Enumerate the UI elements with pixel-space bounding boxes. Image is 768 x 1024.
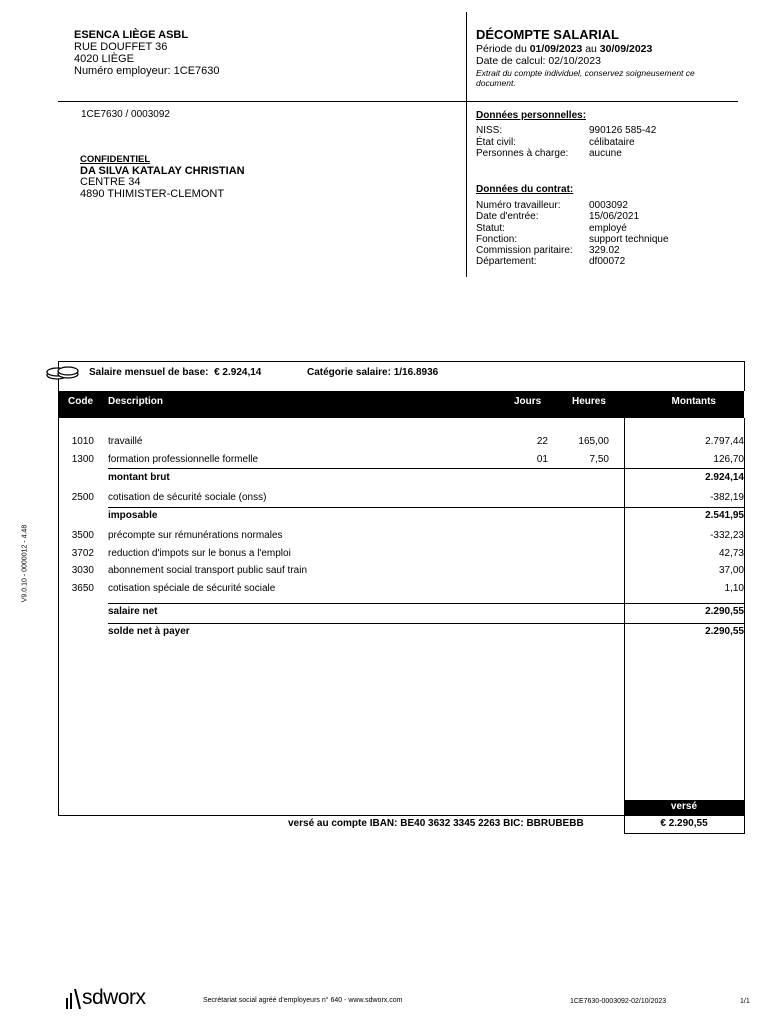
row-separator — [108, 468, 744, 469]
contract-heading: Données du contrat: — [476, 184, 574, 195]
decompte-note-1: Extrait du compte individuel, conservez soigneusement ce — [476, 68, 695, 78]
contract-value: employé — [589, 222, 627, 234]
table-row — [58, 565, 744, 581]
row-separator — [108, 603, 744, 604]
row-description: imposable — [108, 510, 158, 521]
confidential-label: CONFIDENTIEL — [80, 154, 151, 165]
row-code: 3702 — [71, 548, 94, 559]
table-row — [58, 548, 744, 564]
employer-street: RUE DOUFFET 36 — [74, 41, 168, 53]
row-code: 3500 — [71, 530, 94, 541]
contract-label: Statut: — [476, 222, 505, 234]
iban-account: versé au compte IBAN: BE40 3632 3345 2263 BIC: BBRUBEBB — [288, 818, 584, 829]
verse-amount: € 2.290,55 — [660, 818, 708, 829]
contract-value: 15/06/2021 — [589, 211, 640, 223]
salary-category: Catégorie salaire: 1/16.8936 — [307, 367, 439, 378]
recipient-street: CENTRE 34 — [80, 176, 141, 188]
recipient-name: DA SILVA KATALAY CHRISTIAN — [80, 164, 245, 177]
contract-label: Commission paritaire: — [476, 245, 573, 257]
row-amount: 1,10 — [724, 583, 744, 594]
personal-value: 990126 585-42 — [589, 125, 657, 136]
row-description: cotisation de sécurité sociale (onss) — [108, 492, 267, 503]
period-prefix: Période du — [476, 43, 530, 55]
row-heures: 165,00 — [578, 436, 609, 447]
row-amount: 37,00 — [718, 565, 744, 576]
row-description: cotisation spéciale de sécurité sociale — [108, 583, 276, 594]
row-description: montant brut — [108, 472, 170, 483]
row-amount: -332,23 — [710, 530, 744, 541]
contract-label: Fonction: — [476, 233, 518, 245]
personal-label: NISS: — [476, 125, 503, 136]
side-version-text: V9.0.10 - 0000012 - 4.48 — [21, 524, 29, 603]
row-amount: 2.541,95 — [705, 510, 744, 521]
decompte-block — [476, 27, 746, 88]
row-description: précompte sur rémunérations normales — [108, 530, 283, 541]
contract-label: Date d'entrée: — [476, 211, 539, 223]
recipient-block — [80, 154, 245, 200]
verse-label: versé — [624, 800, 744, 816]
personal-label: Personnes à charge: — [476, 148, 569, 159]
row-code: 1300 — [71, 454, 94, 465]
employer-block — [74, 29, 220, 77]
row-amount: 42,73 — [718, 548, 744, 559]
heures-tick — [624, 418, 625, 434]
row-separator — [108, 507, 744, 508]
decompte-title: DÉCOMPTE SALARIAL — [476, 27, 619, 42]
row-heures: 7,50 — [589, 454, 609, 465]
row-jours: 22 — [536, 436, 548, 447]
table-row — [58, 530, 744, 546]
base-salary — [89, 367, 261, 378]
sdworx-logo-text: sdworx — [82, 986, 146, 1009]
contract-value: df00072 — [589, 256, 626, 268]
row-description: salaire net — [108, 606, 158, 617]
contract-label: Numéro travailleur: — [476, 200, 561, 211]
header-code: Code — [68, 396, 93, 407]
row-amount: 126,70 — [713, 454, 744, 465]
row-description: abonnement social transport public sauf train — [108, 565, 308, 576]
coins-icon — [44, 362, 82, 385]
decompte-calc-date: Date de calcul: 02/10/2023 — [476, 55, 601, 67]
table-header — [58, 391, 744, 418]
row-code: 3650 — [71, 583, 94, 594]
personal-value: aucune — [589, 148, 622, 159]
period-end: 30/09/2023 — [599, 43, 653, 55]
row-description: reduction d'impots sur le bonus a l'emploi — [108, 548, 291, 559]
header-heures: Heures — [572, 396, 606, 407]
header-divider-vertical — [466, 12, 467, 277]
recipient-city: 4890 THIMISTER-CLEMONT — [80, 187, 225, 200]
table-row — [58, 583, 744, 599]
row-code: 3030 — [71, 565, 94, 576]
row-jours: 01 — [536, 454, 548, 465]
sdworx-logo-mark — [64, 985, 82, 1011]
contract-label: Département: — [476, 256, 537, 268]
table-row — [58, 492, 744, 508]
footer-page: 1/1 — [740, 998, 750, 1005]
row-amount: 2.290,55 — [705, 606, 744, 617]
base-salary-label: Salaire mensuel de base: — [89, 367, 209, 378]
row-amount: 2.924,14 — [705, 472, 744, 483]
table-row-subtotal — [58, 472, 744, 488]
row-description: formation professionnelle formelle — [108, 454, 259, 465]
personal-label: État civil: — [476, 136, 517, 148]
period-mid: au — [582, 43, 600, 55]
base-salary-value: € 2.924,14 — [214, 367, 262, 378]
employer-number: Numéro employeur: 1CE7630 — [74, 65, 220, 77]
row-amount: -382,19 — [710, 492, 744, 503]
row-code: 2500 — [71, 492, 94, 503]
contract-value: 0003092 — [589, 200, 628, 211]
header-description: Description — [108, 396, 164, 407]
table-row-subtotal — [58, 510, 744, 526]
contract-value: support technique — [589, 233, 669, 245]
row-separator — [108, 623, 744, 624]
personal-heading: Données personnelles: — [476, 110, 587, 121]
decompte-period — [476, 43, 746, 55]
table-row-net — [58, 606, 744, 622]
table-row-total — [58, 626, 744, 642]
row-description: travaillé — [108, 436, 143, 447]
row-amount: 2.797,44 — [705, 436, 744, 447]
footer-secretariat: Secrétariat social agréé d'employeurs n° 640 - www.sdworx.com — [203, 997, 403, 1004]
header-divider-horizontal — [58, 101, 738, 102]
header-montants: Montants — [671, 396, 716, 407]
table-row — [58, 436, 744, 452]
footer-doc-ref: 1CE7630-0003092-02/10/2023 — [570, 998, 667, 1005]
header-jours: Jours — [514, 396, 542, 407]
row-amount: 2.290,55 — [705, 626, 744, 637]
decompte-note-2: document. — [476, 78, 516, 88]
row-description: solde net à payer — [108, 626, 190, 637]
personal-value: célibataire — [589, 136, 635, 148]
reference-number: 1CE7630 / 0003092 — [81, 109, 170, 120]
contract-value: 329.02 — [589, 245, 620, 257]
employer-city: 4020 LIÈGE — [74, 53, 134, 65]
period-start: 01/09/2023 — [529, 43, 583, 55]
employer-name: ESENCA LIÈGE ASBL — [74, 29, 189, 41]
row-code: 1010 — [71, 436, 94, 447]
